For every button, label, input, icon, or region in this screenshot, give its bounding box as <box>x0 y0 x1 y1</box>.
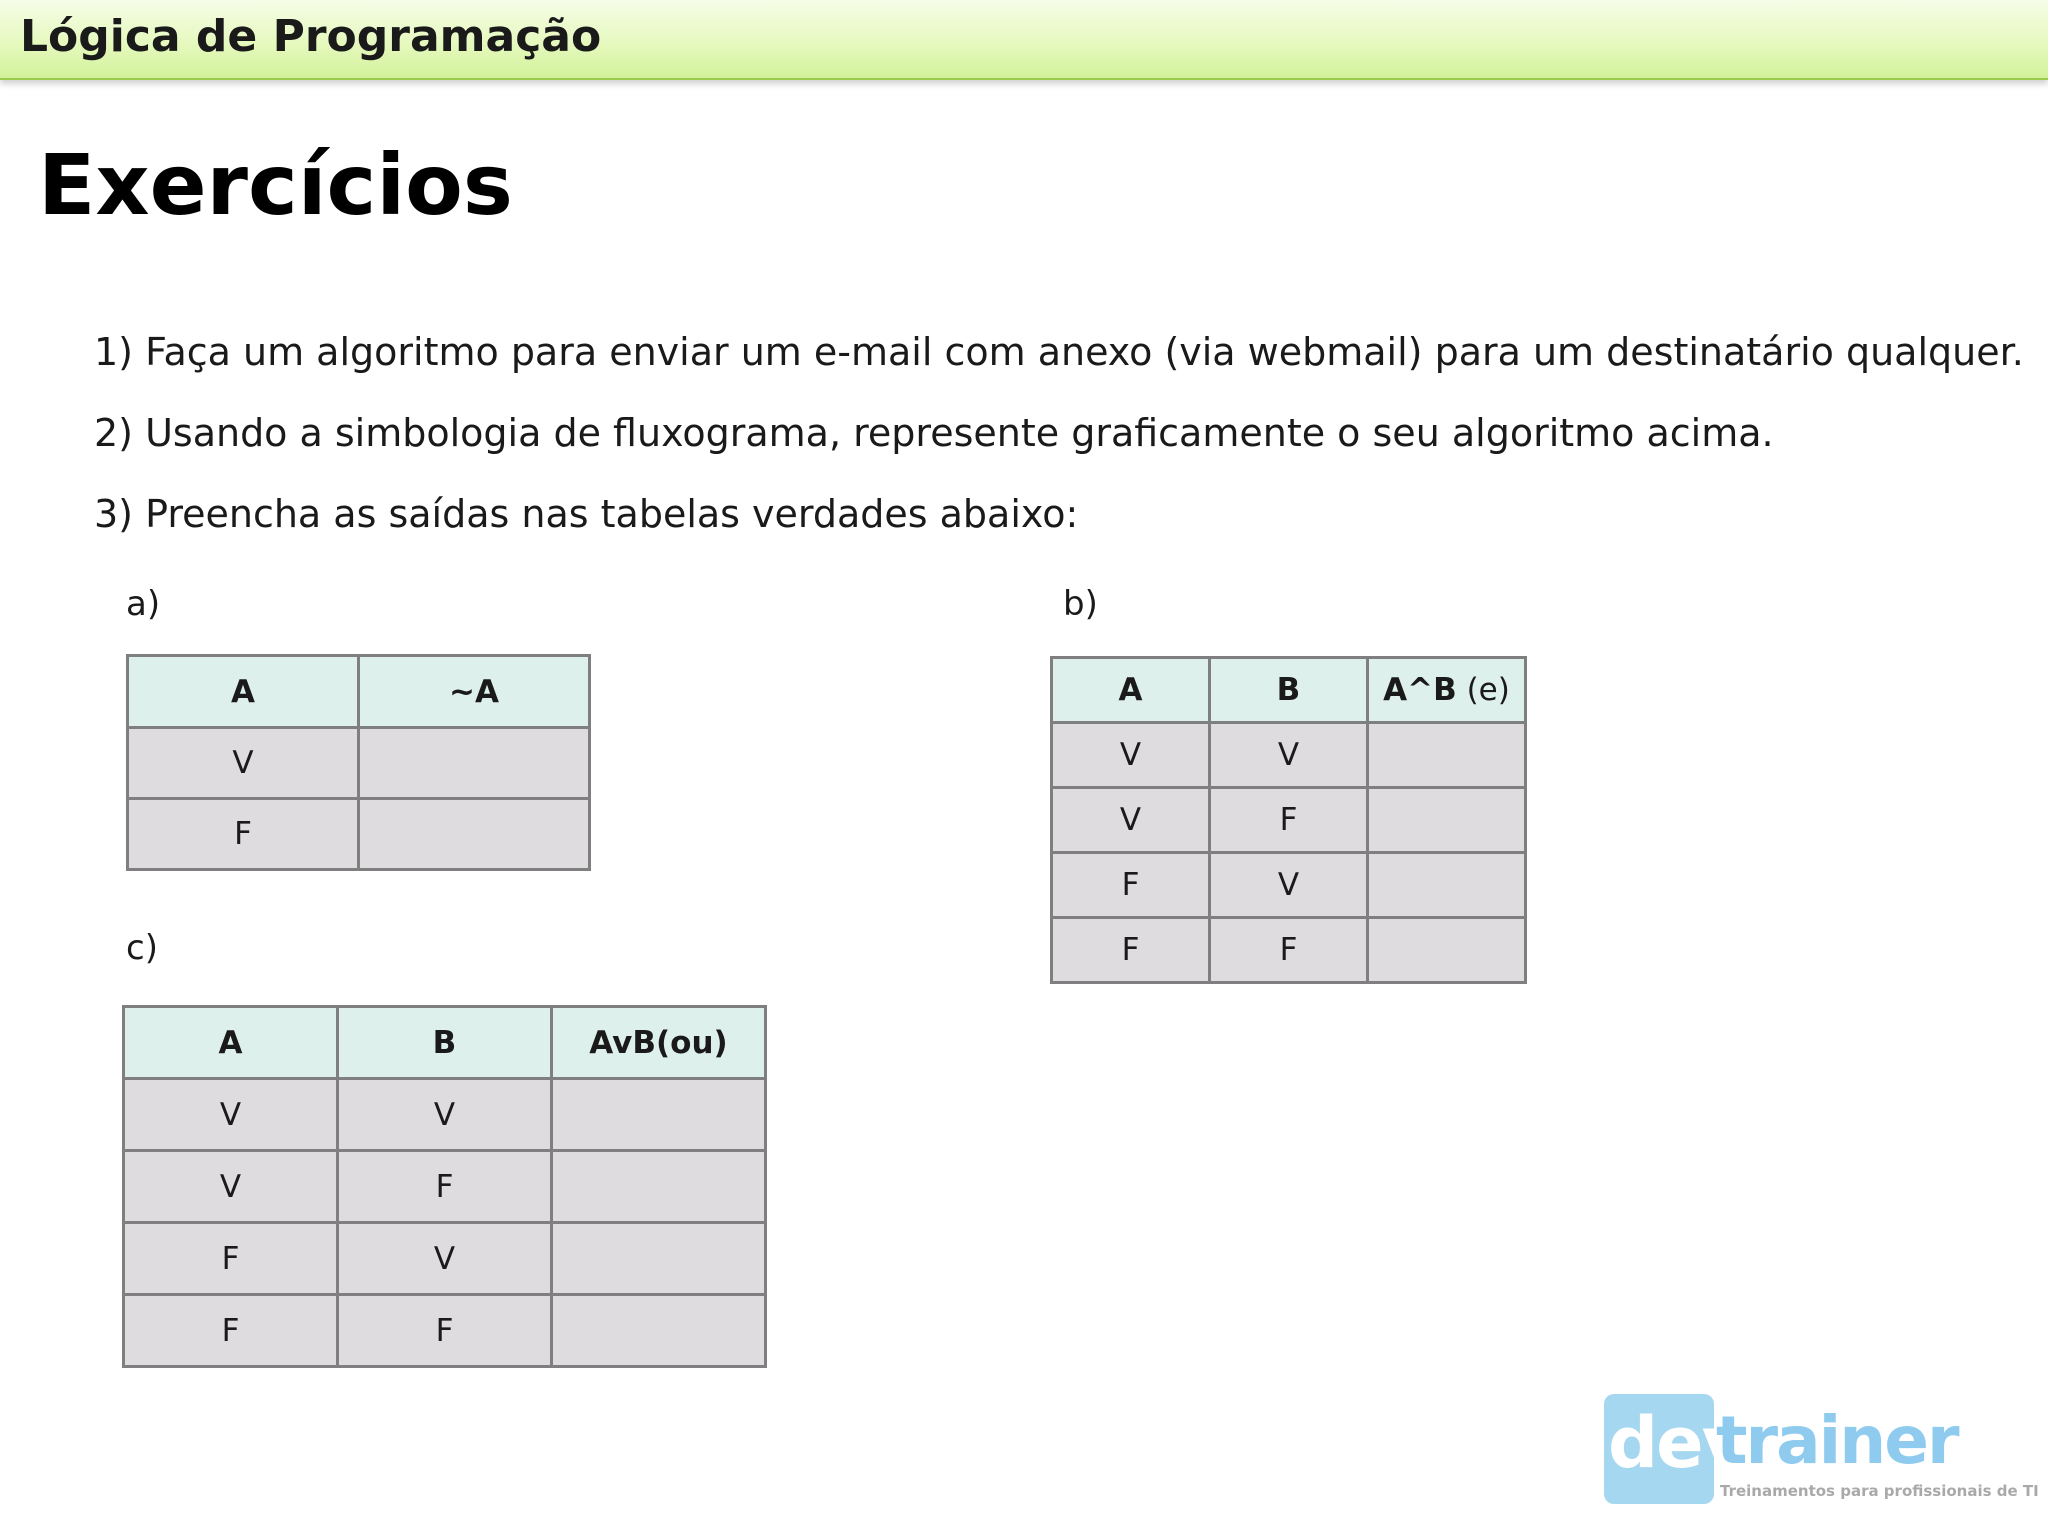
table-c-output-cell[interactable] <box>552 1079 766 1151</box>
table-c-header: A <box>124 1007 338 1079</box>
table-a-header: ~A <box>359 656 590 728</box>
table-b-header-op: A^B <box>1383 672 1457 708</box>
table-c-cell: F <box>124 1223 338 1295</box>
table-b-header-note: (e) <box>1456 672 1510 708</box>
table-c-output-cell[interactable] <box>552 1295 766 1367</box>
table-a-header: A <box>128 656 359 728</box>
table-c-cell: V <box>124 1151 338 1223</box>
table-a-label: a) <box>126 584 161 624</box>
header-bar <box>0 0 2048 80</box>
devtrainer-logo <box>1600 1390 2039 1510</box>
table-a-output-cell[interactable] <box>359 728 590 799</box>
table-c-cell: V <box>338 1079 552 1151</box>
table-c-output-cell[interactable] <box>552 1151 766 1223</box>
truth-table-b <box>1050 656 1527 984</box>
table-b-cell: F <box>1052 918 1210 983</box>
table-c-output-cell[interactable] <box>552 1223 766 1295</box>
table-b-cell: V <box>1052 723 1210 788</box>
table-a-output-cell[interactable] <box>359 799 590 870</box>
table-b-header: A <box>1052 658 1210 723</box>
table-b-header <box>1368 658 1526 723</box>
exercise-1: 1) Faça um algoritmo para enviar um e-mail com anexo (via webmail) para um destinatário qualquer. <box>94 330 2024 374</box>
page-title: Exercícios <box>38 136 513 234</box>
table-c-cell: F <box>338 1151 552 1223</box>
table-b-cell: V <box>1210 723 1368 788</box>
table-c-cell: F <box>338 1295 552 1367</box>
table-b-output-cell[interactable] <box>1368 853 1526 918</box>
logo-text-dev: dev <box>1608 1402 1746 1484</box>
header-title: Lógica de Programação <box>20 11 602 62</box>
logo-tagline: Treinamentos para profissionais de TI <box>1720 1482 2039 1500</box>
table-c-cell: F <box>124 1295 338 1367</box>
table-b-cell: F <box>1210 918 1368 983</box>
table-a-cell: V <box>128 728 359 799</box>
table-c-header: AvB(ou) <box>552 1007 766 1079</box>
table-b-output-cell[interactable] <box>1368 723 1526 788</box>
exercise-3: 3) Preencha as saídas nas tabelas verdades abaixo: <box>94 492 1079 536</box>
table-b-cell: F <box>1210 788 1368 853</box>
table-b-header: B <box>1210 658 1368 723</box>
table-b-cell: V <box>1052 788 1210 853</box>
table-c-header: B <box>338 1007 552 1079</box>
table-c-cell: V <box>338 1223 552 1295</box>
truth-table-a <box>126 654 591 871</box>
table-c-label: c) <box>126 928 158 968</box>
table-b-label: b) <box>1063 584 1098 624</box>
logo-text-trainer: trainer <box>1716 1402 1958 1479</box>
table-b-output-cell[interactable] <box>1368 918 1526 983</box>
truth-table-c <box>122 1005 767 1368</box>
exercise-2: 2) Usando a simbologia de fluxograma, represente graficamente o seu algoritmo acima. <box>94 411 1774 455</box>
table-a-cell: F <box>128 799 359 870</box>
table-b-cell: F <box>1052 853 1210 918</box>
table-b-cell: V <box>1210 853 1368 918</box>
table-c-cell: V <box>124 1079 338 1151</box>
table-b-output-cell[interactable] <box>1368 788 1526 853</box>
